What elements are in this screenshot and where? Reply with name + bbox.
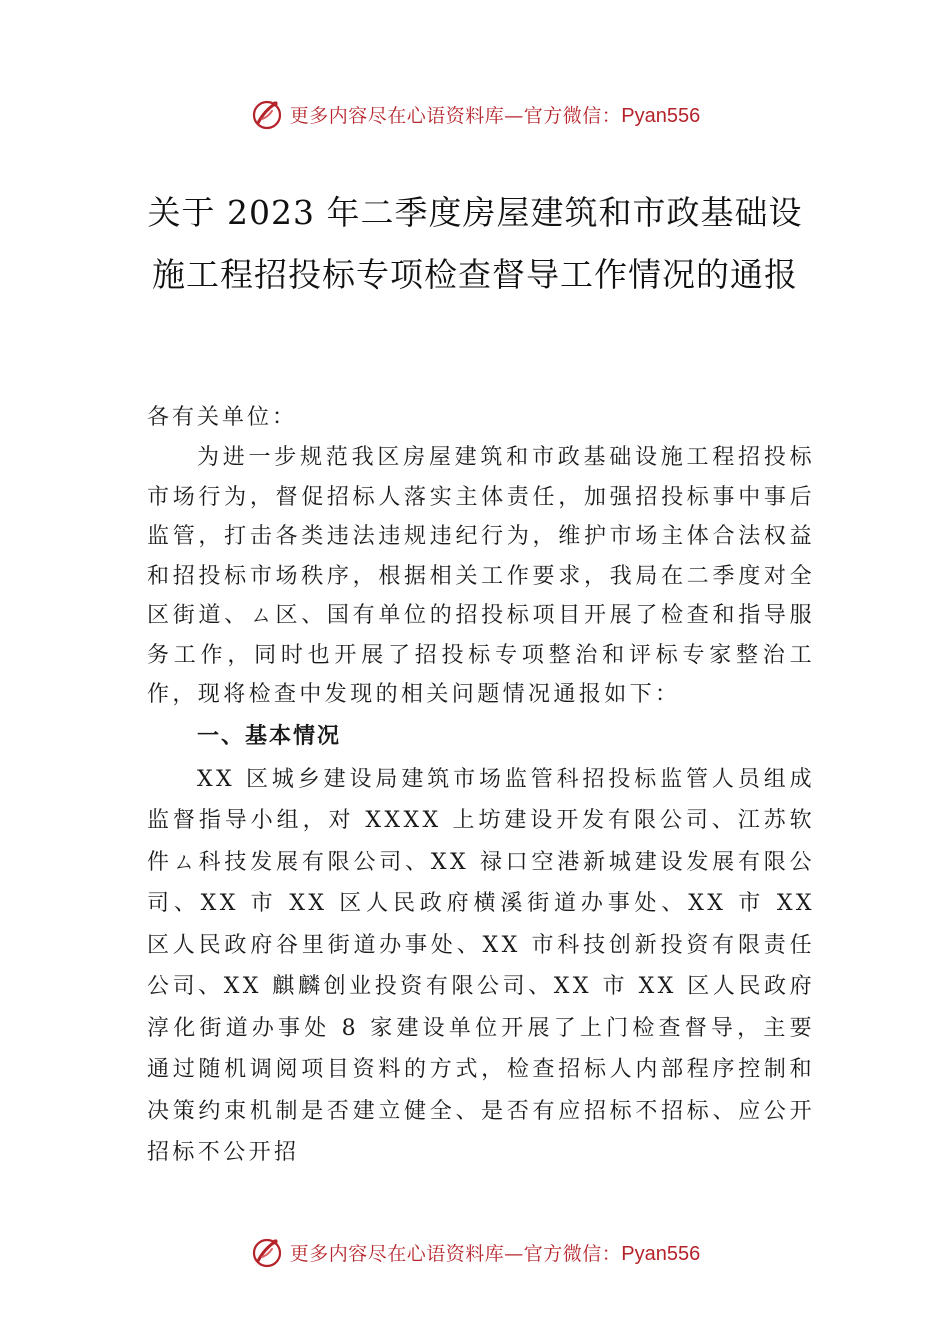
intro-paragraph: 为进一步规范我区房屋建筑和市政基础设施工程招投标市场行为，督促招标人落实主体责任，加强招投标事中事后监管，打击各类违法违规违纪行为，维护市场主体合法权益和招投标市场秩序，根据相关工作要求，我局在二季度对全区街道、ㄙ区、国有单位的招投标项目开展了检查和指导服务工作，同时也开展了招投标专项整治和评标专家整治工作，现将检查中发现的相关问题情况通报如下： (147, 445, 815, 707)
brush-logo-icon (250, 1235, 284, 1269)
watermark-bottom (0, 1232, 950, 1272)
salutation: 各有关单位： (147, 405, 298, 430)
document-body (147, 398, 815, 1174)
document-title: 关于 2023 年二季度房屋建筑和市政基础设施工程招投标专项检查督导工作情况的通报 (147, 193, 803, 294)
watermark-text: 更多内容尽在心语资料库—官方微信：Pyan556 (289, 104, 701, 127)
watermark-handle: Pyan556 (621, 1242, 701, 1265)
section-heading: 一、基本情况 (197, 723, 342, 749)
watermark-handle: Pyan556 (621, 104, 701, 127)
section-paragraph: XX 区城乡建设局建筑市场监管科招投标监管人员组成监督指导小组，对 XXXX 上坊建设开发有限公司、江苏软件ㄙ科技发展有限公司、XX 禄口空港新城建设发展有限公司、XX 市 XX 区人民政府横溪街道办事处、XX 市 XX 区人民政府谷里街道办事处、XX 市科技创新投资有限责任公司、XX 麒麟创业投资有限公司、XX 市 XX 区人民政府淳化街道办事处 8 家建设单位开展了上门检查督导，主要通过随机调阅项目资料的方式，检查招标人内部程序控制和决策约束机制是否建立健全、是否有应招标不招标、应公开招标不公开招 (147, 766, 815, 1165)
watermark-top (0, 94, 950, 134)
watermark-text: 更多内容尽在心语资料库—官方微信：Pyan556 (289, 1242, 701, 1265)
brush-logo-icon (250, 97, 284, 131)
